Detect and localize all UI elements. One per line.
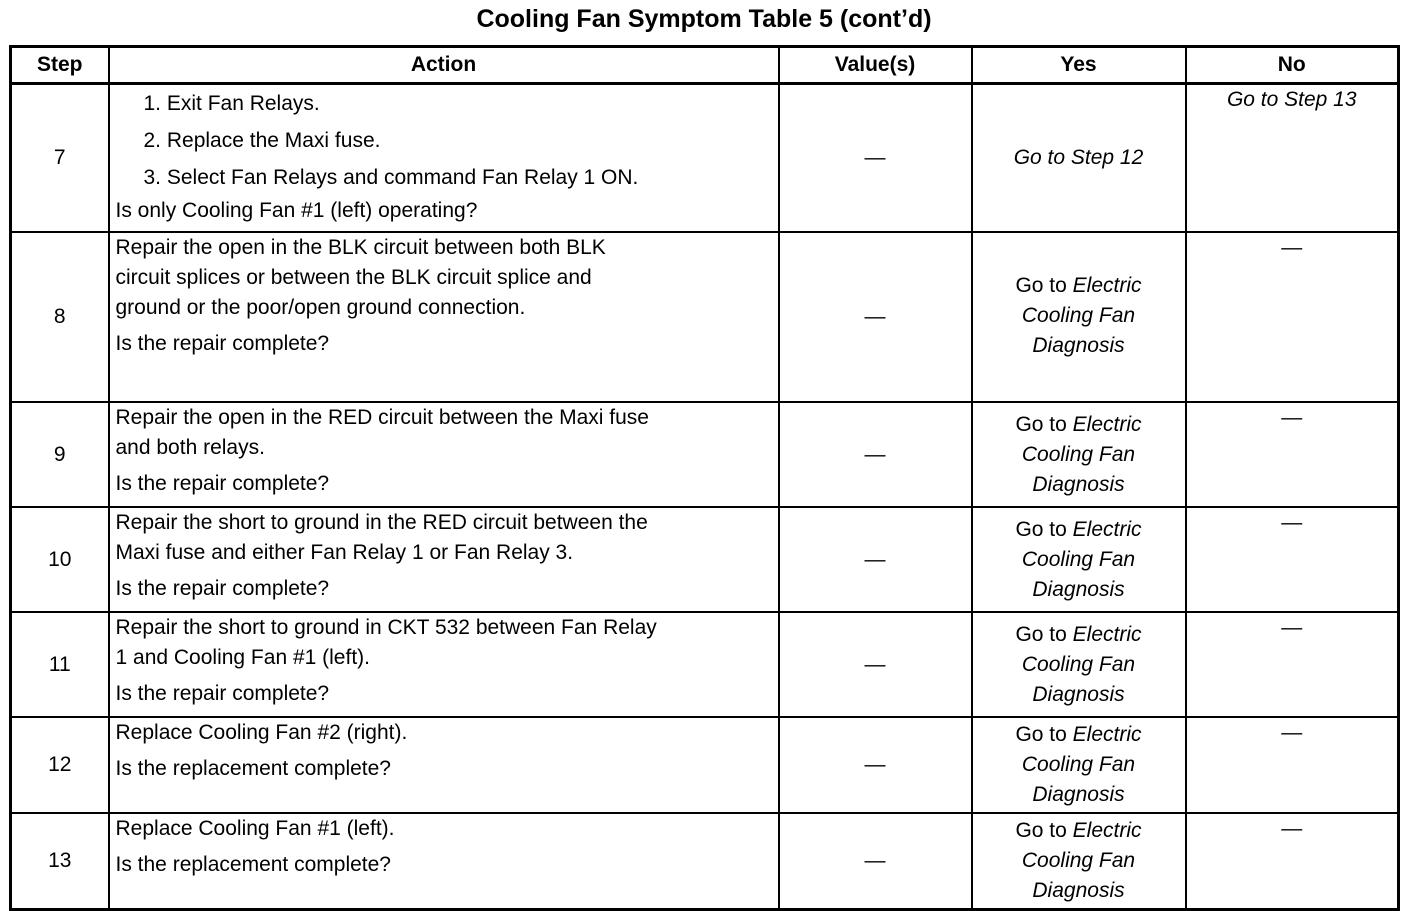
step-cell: 7 bbox=[11, 84, 109, 233]
action-question: Is the repair complete? bbox=[115, 577, 330, 600]
step-cell: 8 bbox=[11, 232, 109, 402]
yes-cell bbox=[972, 507, 1186, 612]
yes-cell bbox=[972, 232, 1186, 402]
action-question: Is the repair complete? bbox=[115, 332, 330, 355]
action-question: Is only Cooling Fan #1 (left) operating? bbox=[115, 199, 478, 222]
yes-prefix: Go to bbox=[1015, 723, 1067, 746]
value-cell: — bbox=[779, 813, 972, 910]
action-question: Is the replacement complete? bbox=[115, 853, 391, 876]
yes-link-text: Electric Cooling Fan Diagnosis bbox=[1021, 622, 1142, 706]
action-list-item: 1. Exit Fan Relays. bbox=[143, 92, 320, 115]
step-cell: 11 bbox=[11, 612, 109, 717]
action-line: ground or the poor/open ground connection. bbox=[115, 296, 526, 319]
table-row-step-11 bbox=[11, 612, 1399, 717]
yes-cell bbox=[972, 813, 1186, 910]
action-line: Repair the short to ground in the RED circuit between the bbox=[115, 511, 648, 534]
value-cell: — bbox=[779, 84, 972, 233]
action-line: Repair the short to ground in CKT 532 between Fan Relay bbox=[115, 616, 657, 639]
step-cell: 9 bbox=[11, 402, 109, 507]
yes-prefix: Go to bbox=[1015, 274, 1067, 297]
step-cell: 12 bbox=[11, 717, 109, 813]
action-cell bbox=[109, 232, 779, 402]
table-row-step-9 bbox=[11, 402, 1399, 507]
yes-prefix: Go to bbox=[1015, 622, 1067, 646]
value-cell: — bbox=[779, 612, 972, 717]
action-line: 1 and Cooling Fan #1 (left). bbox=[115, 646, 370, 669]
header-step: Step bbox=[11, 47, 109, 84]
action-line: Repair the open in the RED circuit between the Maxi fuse bbox=[115, 406, 649, 429]
yes-link-text: Electric Cooling Fan Diagnosis bbox=[1021, 274, 1142, 357]
action-line: Maxi fuse and either Fan Relay 1 or Fan Relay 3. bbox=[115, 541, 574, 564]
table-title: Cooling Fan Symptom Table 5 (cont’d) bbox=[476, 5, 932, 33]
action-line: and both relays. bbox=[115, 436, 265, 459]
action-cell bbox=[109, 507, 779, 612]
header-action: Action bbox=[109, 47, 779, 84]
yes-cell: Go to Step 12 bbox=[972, 84, 1186, 233]
no-cell: — bbox=[1186, 612, 1399, 717]
action-line: circuit splices or between the BLK circuit splice and bbox=[115, 266, 592, 289]
header-row bbox=[11, 47, 1399, 84]
step-cell: 10 bbox=[11, 507, 109, 612]
yes-cell bbox=[972, 612, 1186, 717]
table-row-step-10 bbox=[11, 507, 1399, 612]
yes-prefix: Go to bbox=[1015, 412, 1067, 436]
table-row-step-7 bbox=[11, 84, 1399, 233]
header-no: No bbox=[1186, 47, 1399, 84]
value-cell: — bbox=[779, 717, 972, 813]
no-cell: — bbox=[1186, 402, 1399, 507]
symptom-table bbox=[9, 45, 1400, 911]
header-values: Value(s) bbox=[779, 47, 972, 84]
action-cell bbox=[109, 813, 779, 910]
action-line: Repair the open in the BLK circuit between both BLK bbox=[115, 236, 606, 259]
yes-link-text: Electric Cooling Fan Diagnosis bbox=[1021, 723, 1142, 806]
action-list-item: 2. Replace the Maxi fuse. bbox=[143, 129, 381, 152]
step-cell: 13 bbox=[11, 813, 109, 910]
action-line: Replace Cooling Fan #2 (right). bbox=[115, 721, 408, 744]
yes-prefix: Go to bbox=[1015, 819, 1067, 842]
action-cell bbox=[109, 717, 779, 813]
no-cell: Go to Step 13 bbox=[1186, 84, 1399, 233]
yes-link-text: Electric Cooling Fan Diagnosis bbox=[1021, 412, 1142, 496]
no-cell: — bbox=[1186, 232, 1399, 402]
yes-link-text: Electric Cooling Fan Diagnosis bbox=[1021, 819, 1142, 902]
value-cell: — bbox=[779, 232, 972, 402]
value-cell: — bbox=[779, 402, 972, 507]
action-question: Is the repair complete? bbox=[115, 472, 330, 495]
no-cell: — bbox=[1186, 507, 1399, 612]
yes-cell bbox=[972, 402, 1186, 507]
value-cell: — bbox=[779, 507, 972, 612]
header-yes: Yes bbox=[972, 47, 1186, 84]
action-cell bbox=[109, 84, 779, 233]
yes-prefix: Go to bbox=[1015, 517, 1067, 541]
yes-link-text: Electric Cooling Fan Diagnosis bbox=[1021, 517, 1142, 601]
action-cell bbox=[109, 402, 779, 507]
action-question: Is the replacement complete? bbox=[115, 757, 391, 780]
yes-cell bbox=[972, 717, 1186, 813]
table-row-step-8 bbox=[11, 232, 1399, 402]
table-row-step-13 bbox=[11, 813, 1399, 910]
action-line: Replace Cooling Fan #1 (left). bbox=[115, 817, 395, 840]
action-cell bbox=[109, 612, 779, 717]
no-cell: — bbox=[1186, 717, 1399, 813]
action-list-item: 3. Select Fan Relays and command Fan Relay 1 ON. bbox=[143, 166, 639, 189]
action-question: Is the repair complete? bbox=[115, 682, 330, 705]
no-cell: — bbox=[1186, 813, 1399, 910]
table-row-step-12 bbox=[11, 717, 1399, 813]
